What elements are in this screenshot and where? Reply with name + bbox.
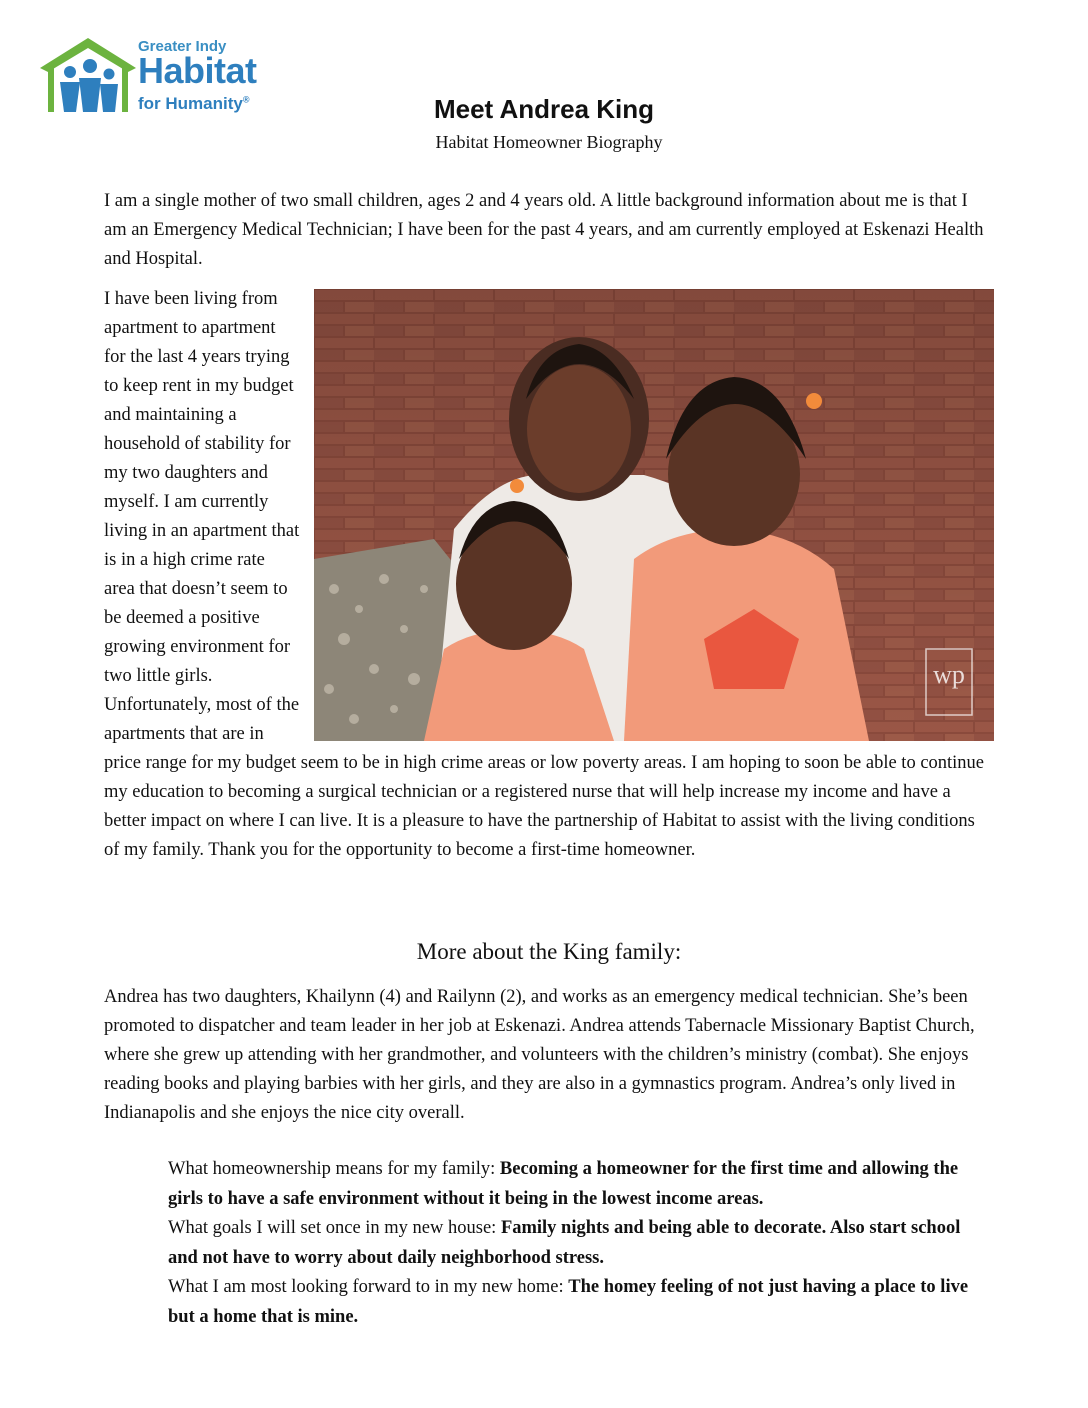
page-title: Meet Andrea King [433,94,655,124]
qa-answer: Becoming a homeowner for the first time and allowing the girls to have a safe environment without it being in the lowest income areas. [168,1159,959,1209]
qa-answer: The homey feeling of not just having a place to live but a home that is mine. [168,1277,969,1327]
registered-mark: ® [242,94,250,105]
logo-text-habitat: Habitat [138,50,257,91]
qa-item [168,1155,988,1214]
logo-text-greater-indy: Greater Indy [138,38,227,55]
qa-item [168,1214,988,1273]
qa-list [168,1155,988,1332]
qa-question: What I am most looking forward to in my new home: [168,1277,569,1297]
intro-paragraph: I am a single mother of two small children, ages 2 and 4 years old. A little background information about me is that I am an Emergency Medical Technician; I have been for the past 4 years, and am currently employed at Eskenazi Health and Hospital. [104,191,984,269]
logo-text-for-humanity-label: for Humanity [138,94,243,113]
more-heading: More about the King family: [416,939,682,964]
qa-answer: Family nights and being able to decorate. Also start school and not have to worry about daily neighborhood stress. [168,1218,961,1268]
qa-item [168,1273,988,1332]
qa-question: What goals I will set once in my new house: [168,1218,501,1238]
more-paragraph: Andrea has two daughters, Khailynn (4) and Railynn (2), and works as an emergency medical technician. She’s been promoted to dispatcher and team leader in her job at Eskenazi. Andrea attends Tabernacle Missionary Baptist Church, where she grew up attending with her grandmother, and volunteers with the children’s ministry (combat). She enjoys reading books and playing barbies with her girls, and they are also in a gymnastics program. Andrea’s only lived in Indianapolis and she enjoys the nice city overall. [104,987,975,1123]
page-subtitle: Habitat Homeowner Biography [435,132,663,152]
story-paragraph: I have been living from apartment to apartment for the last 4 years trying to keep rent in my budget and maintaining a household of stability for my two daughters and myself. I am currently living in an apartment that is in a high crime rate area that doesn’t seem to be deemed a positive growing environment for two little girls. Unfortunately, most of the apartments that are in price range for my budget seem to be in high crime areas or low poverty areas. I am hoping to soon be able to continue my education to becoming a surgical technician or a registered nurse that will help increase my income and have a better impact on where I can live. It is a pleasure to have the partnership of Habitat to assist with the living conditions of my family. Thank you for the opportunity to become a first-time homeowner. [104,289,985,860]
watermark-text: wp [933,660,965,689]
story-section [104,285,994,865]
qa-question: What homeownership means for my family: [168,1159,500,1179]
family-photo [314,289,994,741]
